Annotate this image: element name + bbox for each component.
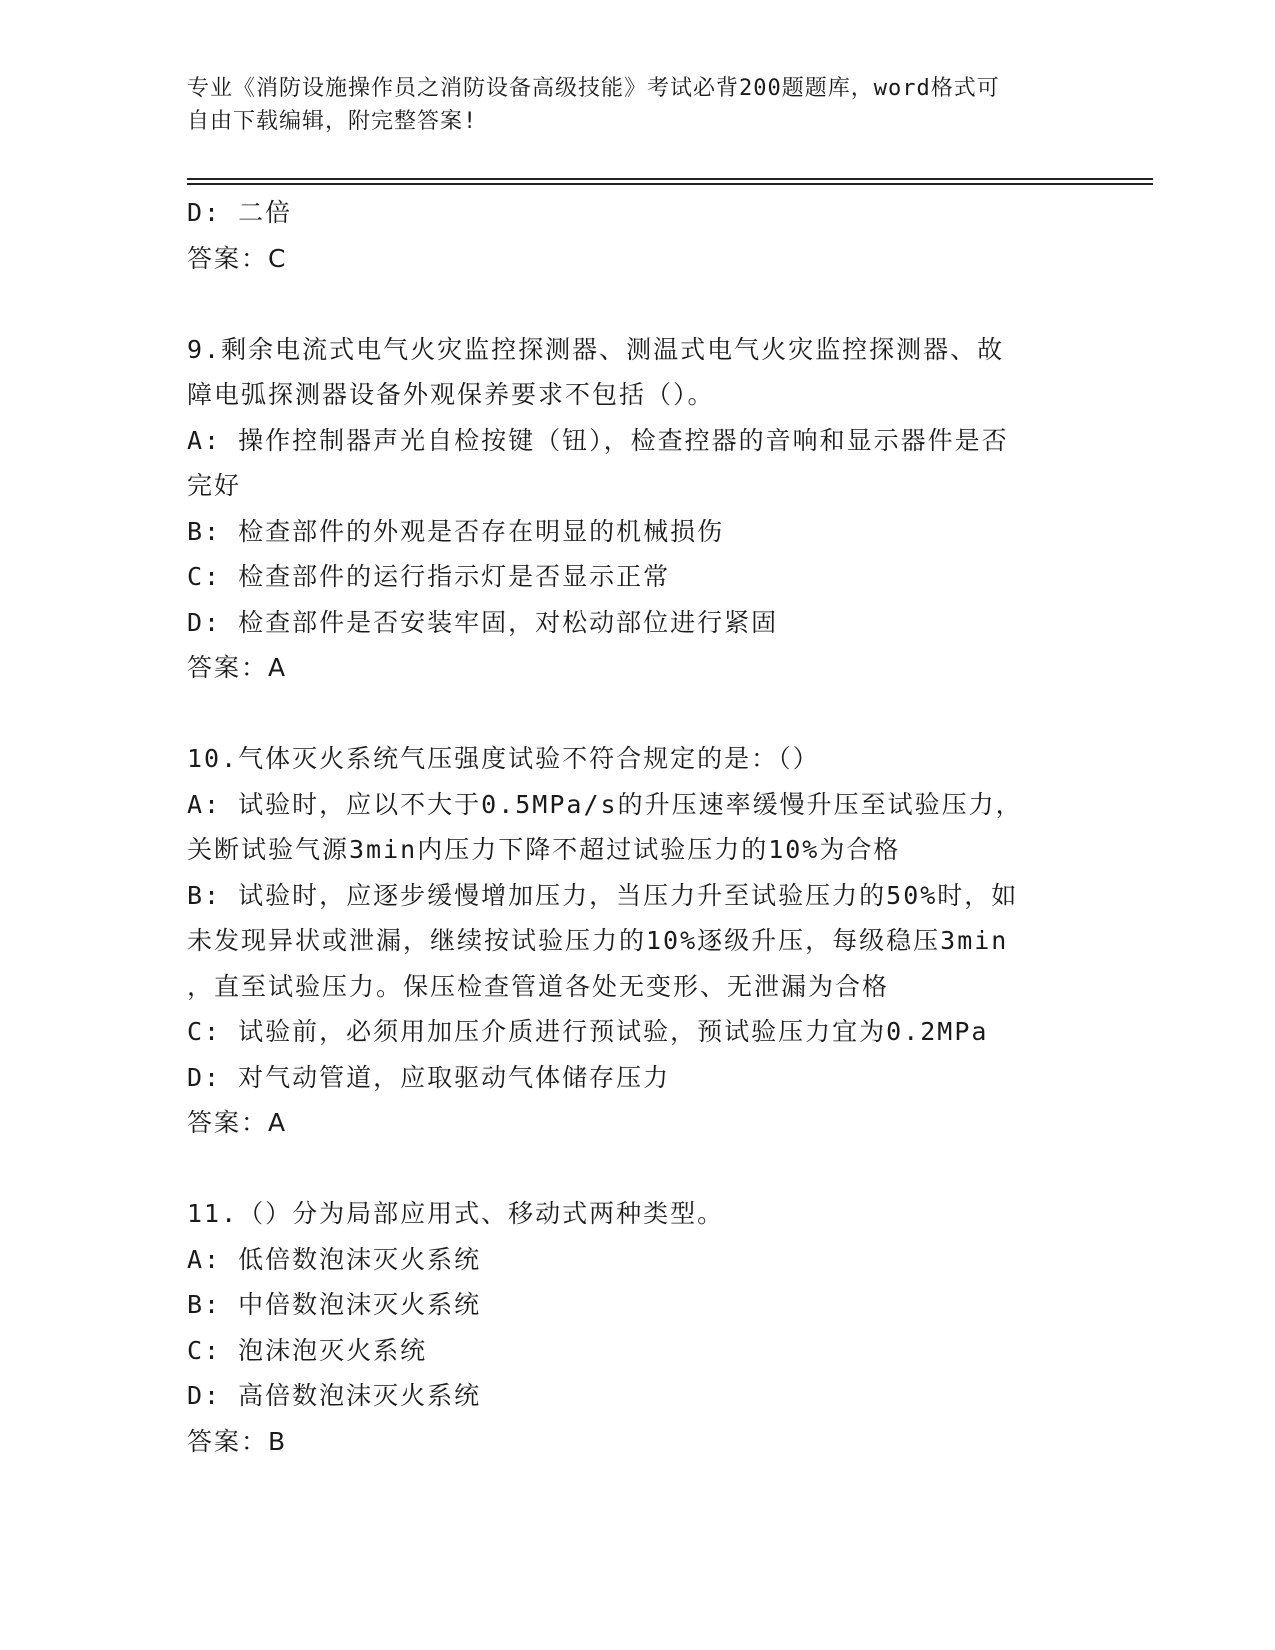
- answer-line: 答案：B: [187, 1426, 288, 1456]
- question-stem: 10.气体灭火系统气压强度试验不符合规定的是：（）: [187, 744, 820, 773]
- question-9: [187, 327, 1067, 691]
- spacer: [187, 1146, 1067, 1192]
- question-stem: 11.（）分为局部应用式、移动式两种类型。: [187, 1199, 725, 1228]
- question-10: [187, 736, 1067, 1146]
- option-b: B: 中倍数泡沫灭火系统: [187, 1290, 482, 1319]
- option-a-continued: 完好: [187, 471, 242, 500]
- option-d: D: 二倍: [187, 198, 293, 227]
- option-c: C: 试验前，必须用加压介质进行预试验，预试验压力宜为0.2MPa: [187, 1017, 989, 1046]
- header-title-line-2: 自由下载编辑，附完整答案!: [187, 109, 478, 134]
- previous-question-tail: [187, 190, 1067, 281]
- document-body: [187, 190, 1067, 1464]
- option-d: D: 检查部件是否安装牢固，对松动部位进行紧固: [187, 607, 779, 637]
- question-stem-continued: 障电弧探测器设备外观保养要求不包括（）。: [187, 380, 715, 409]
- option-a: A: 低倍数泡沫灭火系统: [187, 1244, 482, 1274]
- header-title-line-1: 专业《消防设施操作员之消防设备高级技能》考试必背200题题库，word格式可: [187, 76, 1000, 101]
- question-stem: 9.剩余电流式电气火灾监控探测器、测温式电气火灾监控探测器、故: [187, 334, 1005, 364]
- option-c: C: 泡沫泡灭火系统: [187, 1335, 428, 1365]
- option-a: A: 试验时，应以不大于0.5MPa/s的升压速率缓慢升压至试验压力，: [187, 789, 1023, 819]
- answer-line: 答案：A: [187, 1108, 288, 1137]
- option-a: A: 操作控制器声光自检按键（钮），检查控器的音响和显示器件是否: [187, 425, 1009, 455]
- question-11: [187, 1191, 1067, 1464]
- option-a-continued: 关断试验气源3min内压力下降不超过试验压力的10%为合格: [187, 835, 901, 864]
- option-d: D: 高倍数泡沫灭火系统: [187, 1381, 482, 1410]
- answer-line: 答案：A: [187, 653, 288, 682]
- option-c: C: 检查部件的运行指示灯是否显示正常: [187, 562, 671, 591]
- document-header: [187, 72, 1087, 138]
- option-b-continued: 未发现异状或泄漏，继续按试验压力的10%逐级升压，每级稳压3min: [187, 926, 1009, 955]
- option-d: D: 对气动管道，应取驱动气体储存压力: [187, 1062, 671, 1092]
- spacer: [187, 281, 1067, 327]
- option-b-continued-2: ，直至试验压力。保压检查管道各处无变形、无泄漏为合格: [187, 971, 890, 1001]
- spacer: [187, 691, 1067, 737]
- header-divider-top: [187, 178, 1153, 180]
- header-divider-bottom: [187, 183, 1153, 185]
- option-b: B: 检查部件的外观是否存在明显的机械损伤: [187, 516, 725, 546]
- answer-line: 答案：C: [187, 243, 288, 273]
- option-b: B: 试验时，应逐步缓慢增加压力，当压力升至试验压力的50%时，如: [187, 880, 1019, 910]
